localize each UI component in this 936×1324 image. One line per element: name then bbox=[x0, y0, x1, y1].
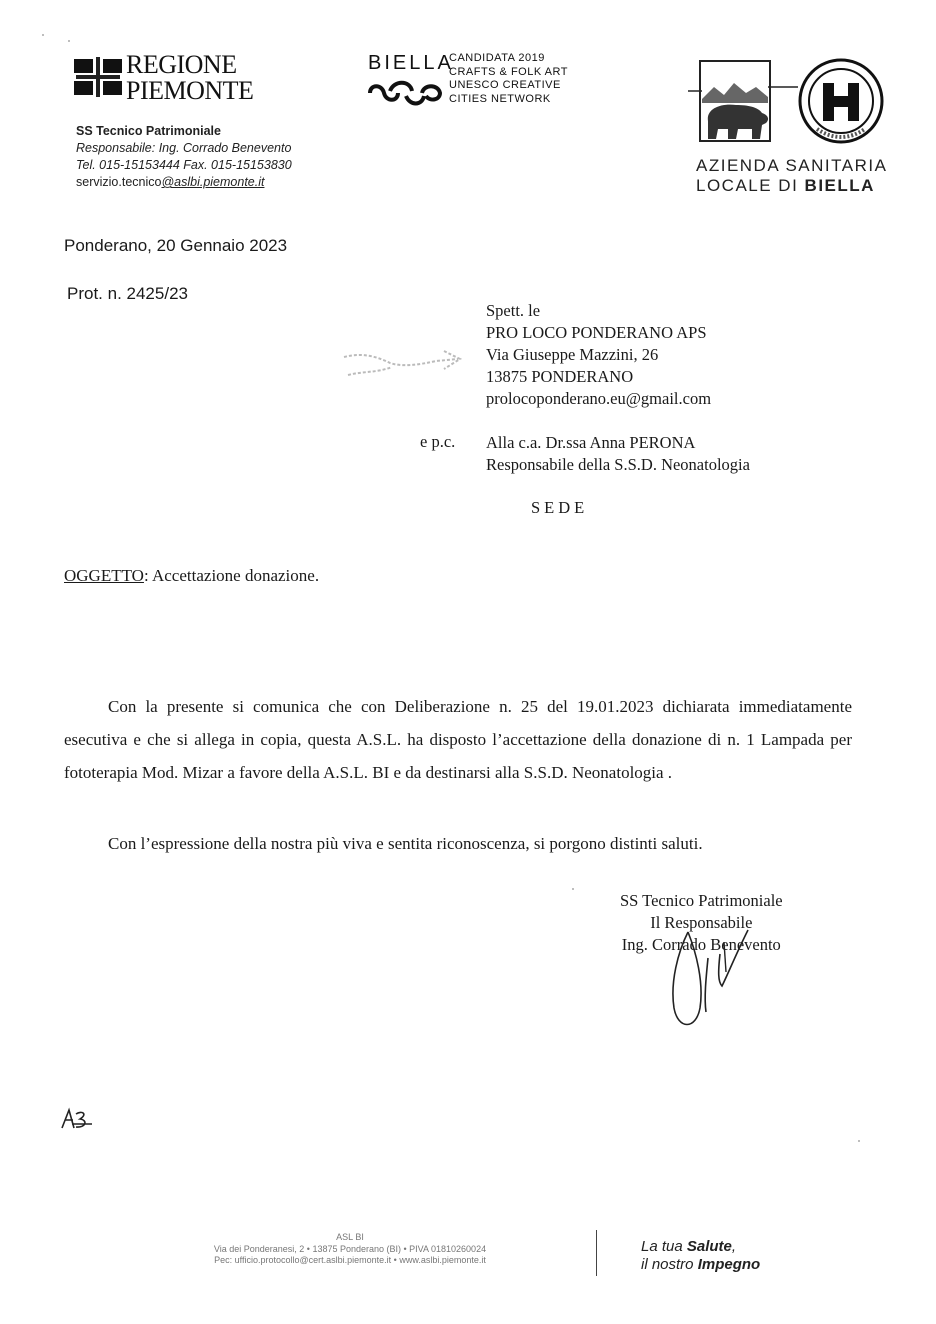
office-head: Responsabile: Ing. Corrado Benevento bbox=[76, 141, 292, 155]
biella-wordmark: BIELLA bbox=[368, 52, 454, 74]
footer-info bbox=[140, 1232, 560, 1267]
cc-line: Responsabile della S.S.D. Neonatologia bbox=[486, 455, 750, 474]
asl-name-line2 bbox=[696, 176, 887, 196]
regione-piemonte-logo bbox=[74, 55, 124, 99]
cc-line: Alla c.a. Dr.ssa Anna PERONA bbox=[486, 433, 696, 452]
handwritten-initials bbox=[60, 1106, 94, 1132]
footer-contacts[interactable]: Pec: ufficio.protocollo@cert.aslbi.piemonte.it • www.aslbi.piemonte.it bbox=[214, 1255, 486, 1265]
signature-line: Ing. Corrado Benevento bbox=[621, 935, 781, 954]
footer-slogan bbox=[641, 1238, 760, 1274]
handwritten-signature bbox=[648, 912, 758, 1032]
slogan-line1-suffix: , bbox=[731, 1238, 737, 1255]
scan-speck bbox=[858, 1140, 860, 1142]
body-paragraph: Con la presente si comunica che con Deliberazione n. 25 del 19.01.2023 dichiarata immediatamente esecutiva e che si allega in copia, questa A.S.L. ha disposto l’accettazione della donazione di n. 1 Lampada per fototerapia Mod. Mizar a favore della A.S.L. BI e da destinarsi alla S.S.D. Neonatologia . bbox=[64, 697, 852, 782]
footer-address: Via dei Ponderanesi, 2 • 13875 Ponderano (BI) • PIVA 01810260024 bbox=[213, 1243, 487, 1254]
office-email-link[interactable]: @aslbi.piemonte.it bbox=[161, 175, 265, 189]
biella-line: CRAFTS & FOLK ART bbox=[449, 65, 568, 78]
recipient-line: 13875 PONDERANO bbox=[486, 367, 634, 386]
cc-label: e p.c. bbox=[420, 432, 456, 451]
footer-org: ASL BI bbox=[336, 1232, 364, 1242]
regione-line: REGIONE bbox=[126, 50, 237, 79]
asl-name-prefix: LOCALE DI bbox=[696, 176, 805, 195]
signature-line: SS Tecnico Patrimoniale bbox=[620, 891, 783, 910]
asl-bear-emblem bbox=[688, 57, 798, 149]
slogan-line2-bold: Impegno bbox=[697, 1256, 761, 1273]
biella-line: CANDIDATA 2019 bbox=[449, 52, 545, 64]
subject-line bbox=[64, 566, 319, 586]
office-phone: Tel. 015-15153444 Fax. 015-15153830 bbox=[76, 158, 292, 172]
recipient-line: Via Giuseppe Mazzini, 26 bbox=[486, 345, 659, 364]
recipient-line: Spett. le bbox=[486, 301, 541, 320]
slogan-line1-bold: Salute bbox=[686, 1238, 732, 1255]
recipient-email[interactable]: prolocoponderano.eu@gmail.com bbox=[486, 389, 712, 408]
signature-line: Il Responsabile bbox=[650, 913, 753, 932]
scan-speck bbox=[572, 888, 574, 890]
arrow-stamp-icon bbox=[340, 345, 465, 385]
subject-text: : Accettazione donazione. bbox=[143, 566, 320, 585]
biella-candidate-text bbox=[449, 52, 568, 106]
slogan-line2 bbox=[641, 1256, 760, 1274]
asl-name-line1: AZIENDA SANITARIA bbox=[696, 156, 888, 175]
scan-speck bbox=[42, 34, 44, 36]
office-title: SS Tecnico Patrimoniale bbox=[76, 124, 221, 138]
sede-label: SEDE bbox=[531, 498, 589, 517]
scan-speck bbox=[68, 40, 70, 42]
recipient-address bbox=[486, 300, 711, 410]
recipient-line: PRO LOCO PONDERANO APS bbox=[486, 323, 707, 342]
cc-recipient bbox=[486, 432, 750, 476]
office-email[interactable] bbox=[76, 174, 292, 191]
asl-name-bold: BIELLA bbox=[804, 176, 875, 195]
footer-divider bbox=[596, 1230, 597, 1276]
asl-seal-emblem bbox=[797, 57, 885, 145]
slogan-line1-prefix: La tua bbox=[641, 1238, 687, 1255]
regione-piemonte-wordmark bbox=[126, 52, 253, 104]
subject-label: OGGETTO bbox=[64, 566, 144, 585]
slogan-line2-prefix: il nostro bbox=[641, 1256, 698, 1273]
asl-name bbox=[696, 156, 887, 196]
biella-line: UNESCO CREATIVE bbox=[449, 79, 561, 91]
office-block bbox=[76, 123, 292, 191]
biella-loops-icon bbox=[366, 78, 444, 108]
protocol-number: Prot. n. 2425/23 bbox=[67, 284, 188, 303]
slogan-line1 bbox=[641, 1238, 760, 1256]
office-email-prefix: servizio.tecnico bbox=[76, 175, 162, 189]
piemonte-line: PIEMONTE bbox=[126, 76, 254, 105]
closing-paragraph: Con l’espressione della nostra più viva e sentita riconoscenza, si porgono distinti saluti. bbox=[108, 834, 703, 853]
letter-date: Ponderano, 20 Gennaio 2023 bbox=[64, 236, 288, 255]
biella-line: CITIES NETWORK bbox=[449, 92, 551, 105]
